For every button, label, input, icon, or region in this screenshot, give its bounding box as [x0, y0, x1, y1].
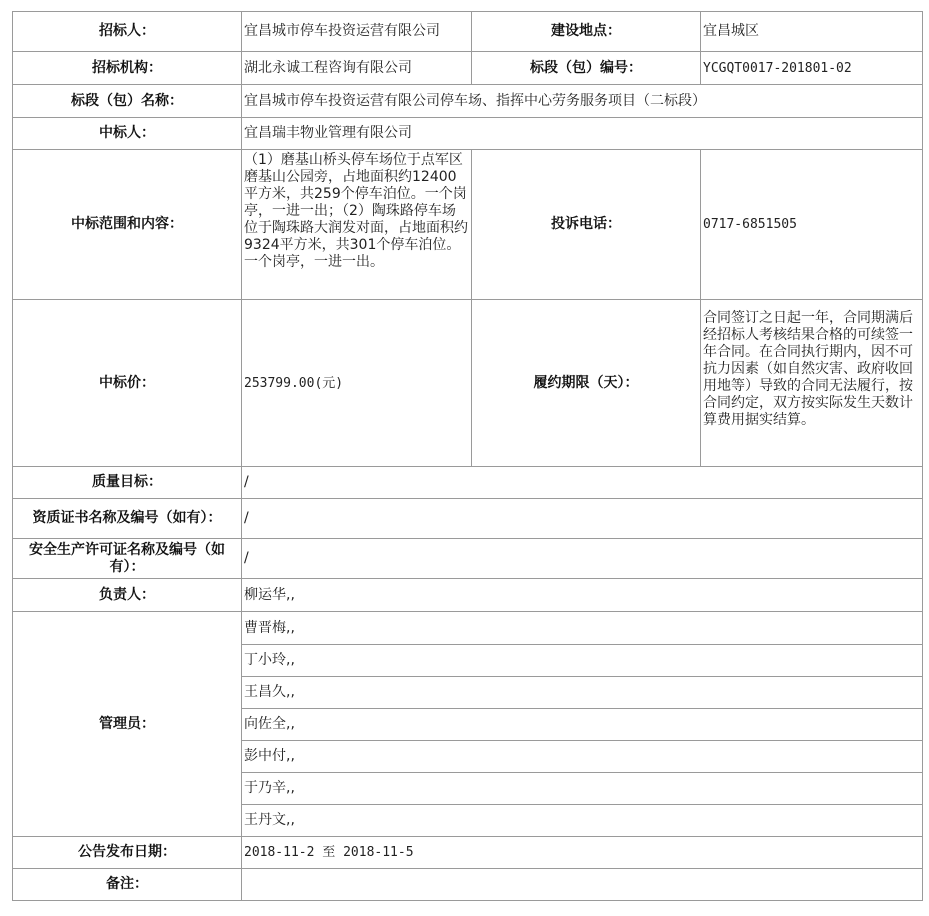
section-name-value: 宜昌城市停车投资运营有限公司停车场、指挥中心劳务服务项目（二标段） — [242, 85, 923, 118]
manager-item: 于乃辛,, — [242, 773, 923, 805]
table-row — [13, 539, 923, 579]
table-row — [13, 52, 923, 85]
agency-label: 招标机构： — [13, 52, 242, 85]
price-label: 中标价： — [13, 300, 242, 467]
winner-value: 宜昌瑞丰物业管理有限公司 — [242, 118, 923, 150]
safety-value: / — [242, 539, 923, 579]
scope-value: （1）磨基山桥头停车场位于点军区磨基山公园旁，占地面积约12400平方米，共259个停车泊位。一个岗亭，一进一出；（2）陶珠路停车场位于陶珠路大润发对面，占地面积约9324平方米，共301个停车泊位。一个岗亭，一进一出。 — [242, 150, 472, 300]
leader-value: 柳运华,, — [242, 579, 923, 612]
quality-label: 质量目标： — [13, 467, 242, 499]
tenderer-value: 宜昌城市停车投资运营有限公司 — [242, 12, 472, 52]
note-value — [242, 869, 923, 901]
manager-item: 彭中付,, — [242, 741, 923, 773]
table-row — [13, 467, 923, 499]
quality-value: / — [242, 467, 923, 499]
table-row — [13, 150, 923, 300]
table-row — [13, 300, 923, 467]
term-label: 履约期限（天）： — [472, 300, 701, 467]
cert-value: / — [242, 499, 923, 539]
table-row — [13, 579, 923, 612]
managers-label: 管理员： — [13, 612, 242, 837]
note-label: 备注： — [13, 869, 242, 901]
table-row — [13, 85, 923, 118]
leader-label: 负责人： — [13, 579, 242, 612]
table-row — [13, 612, 923, 645]
tenderer-label: 招标人： — [13, 12, 242, 52]
table-row — [13, 869, 923, 901]
manager-item: 王丹文,, — [242, 805, 923, 837]
manager-item: 曹晋梅,, — [242, 612, 923, 645]
table-row — [13, 499, 923, 539]
price-value: 253799.00(元) — [242, 300, 472, 467]
manager-item: 丁小玲,, — [242, 645, 923, 677]
safety-label: 安全生产许可证名称及编号（如有）： — [13, 539, 242, 579]
award-notice-table — [12, 11, 923, 901]
complaint-label: 投诉电话： — [472, 150, 701, 300]
date-label: 公告发布日期： — [13, 837, 242, 869]
section-no-value: YCGQT0017-201801-02 — [701, 52, 923, 85]
table-row — [13, 12, 923, 52]
date-value: 2018-11-2 至 2018-11-5 — [242, 837, 923, 869]
table-row — [13, 118, 923, 150]
agency-value: 湖北永诚工程咨询有限公司 — [242, 52, 472, 85]
site-value: 宜昌城区 — [701, 12, 923, 52]
manager-item: 向佐全,, — [242, 709, 923, 741]
scope-label: 中标范围和内容： — [13, 150, 242, 300]
site-label: 建设地点： — [472, 12, 701, 52]
section-name-label: 标段（包）名称： — [13, 85, 242, 118]
winner-label: 中标人： — [13, 118, 242, 150]
table-row — [13, 837, 923, 869]
complaint-value: 0717-6851505 — [701, 150, 923, 300]
term-value: 合同签订之日起一年，合同期满后经招标人考核结果合格的可续签一年合同。在合同执行期内，因不可抗力因素（如自然灾害、政府收回用地等）导致的合同无法履行，按合同约定，双方按实际发生天数计算费用据实结算。 — [701, 300, 923, 467]
cert-label: 资质证书名称及编号（如有）： — [13, 499, 242, 539]
section-no-label: 标段（包）编号： — [472, 52, 701, 85]
manager-item: 王昌久,, — [242, 677, 923, 709]
